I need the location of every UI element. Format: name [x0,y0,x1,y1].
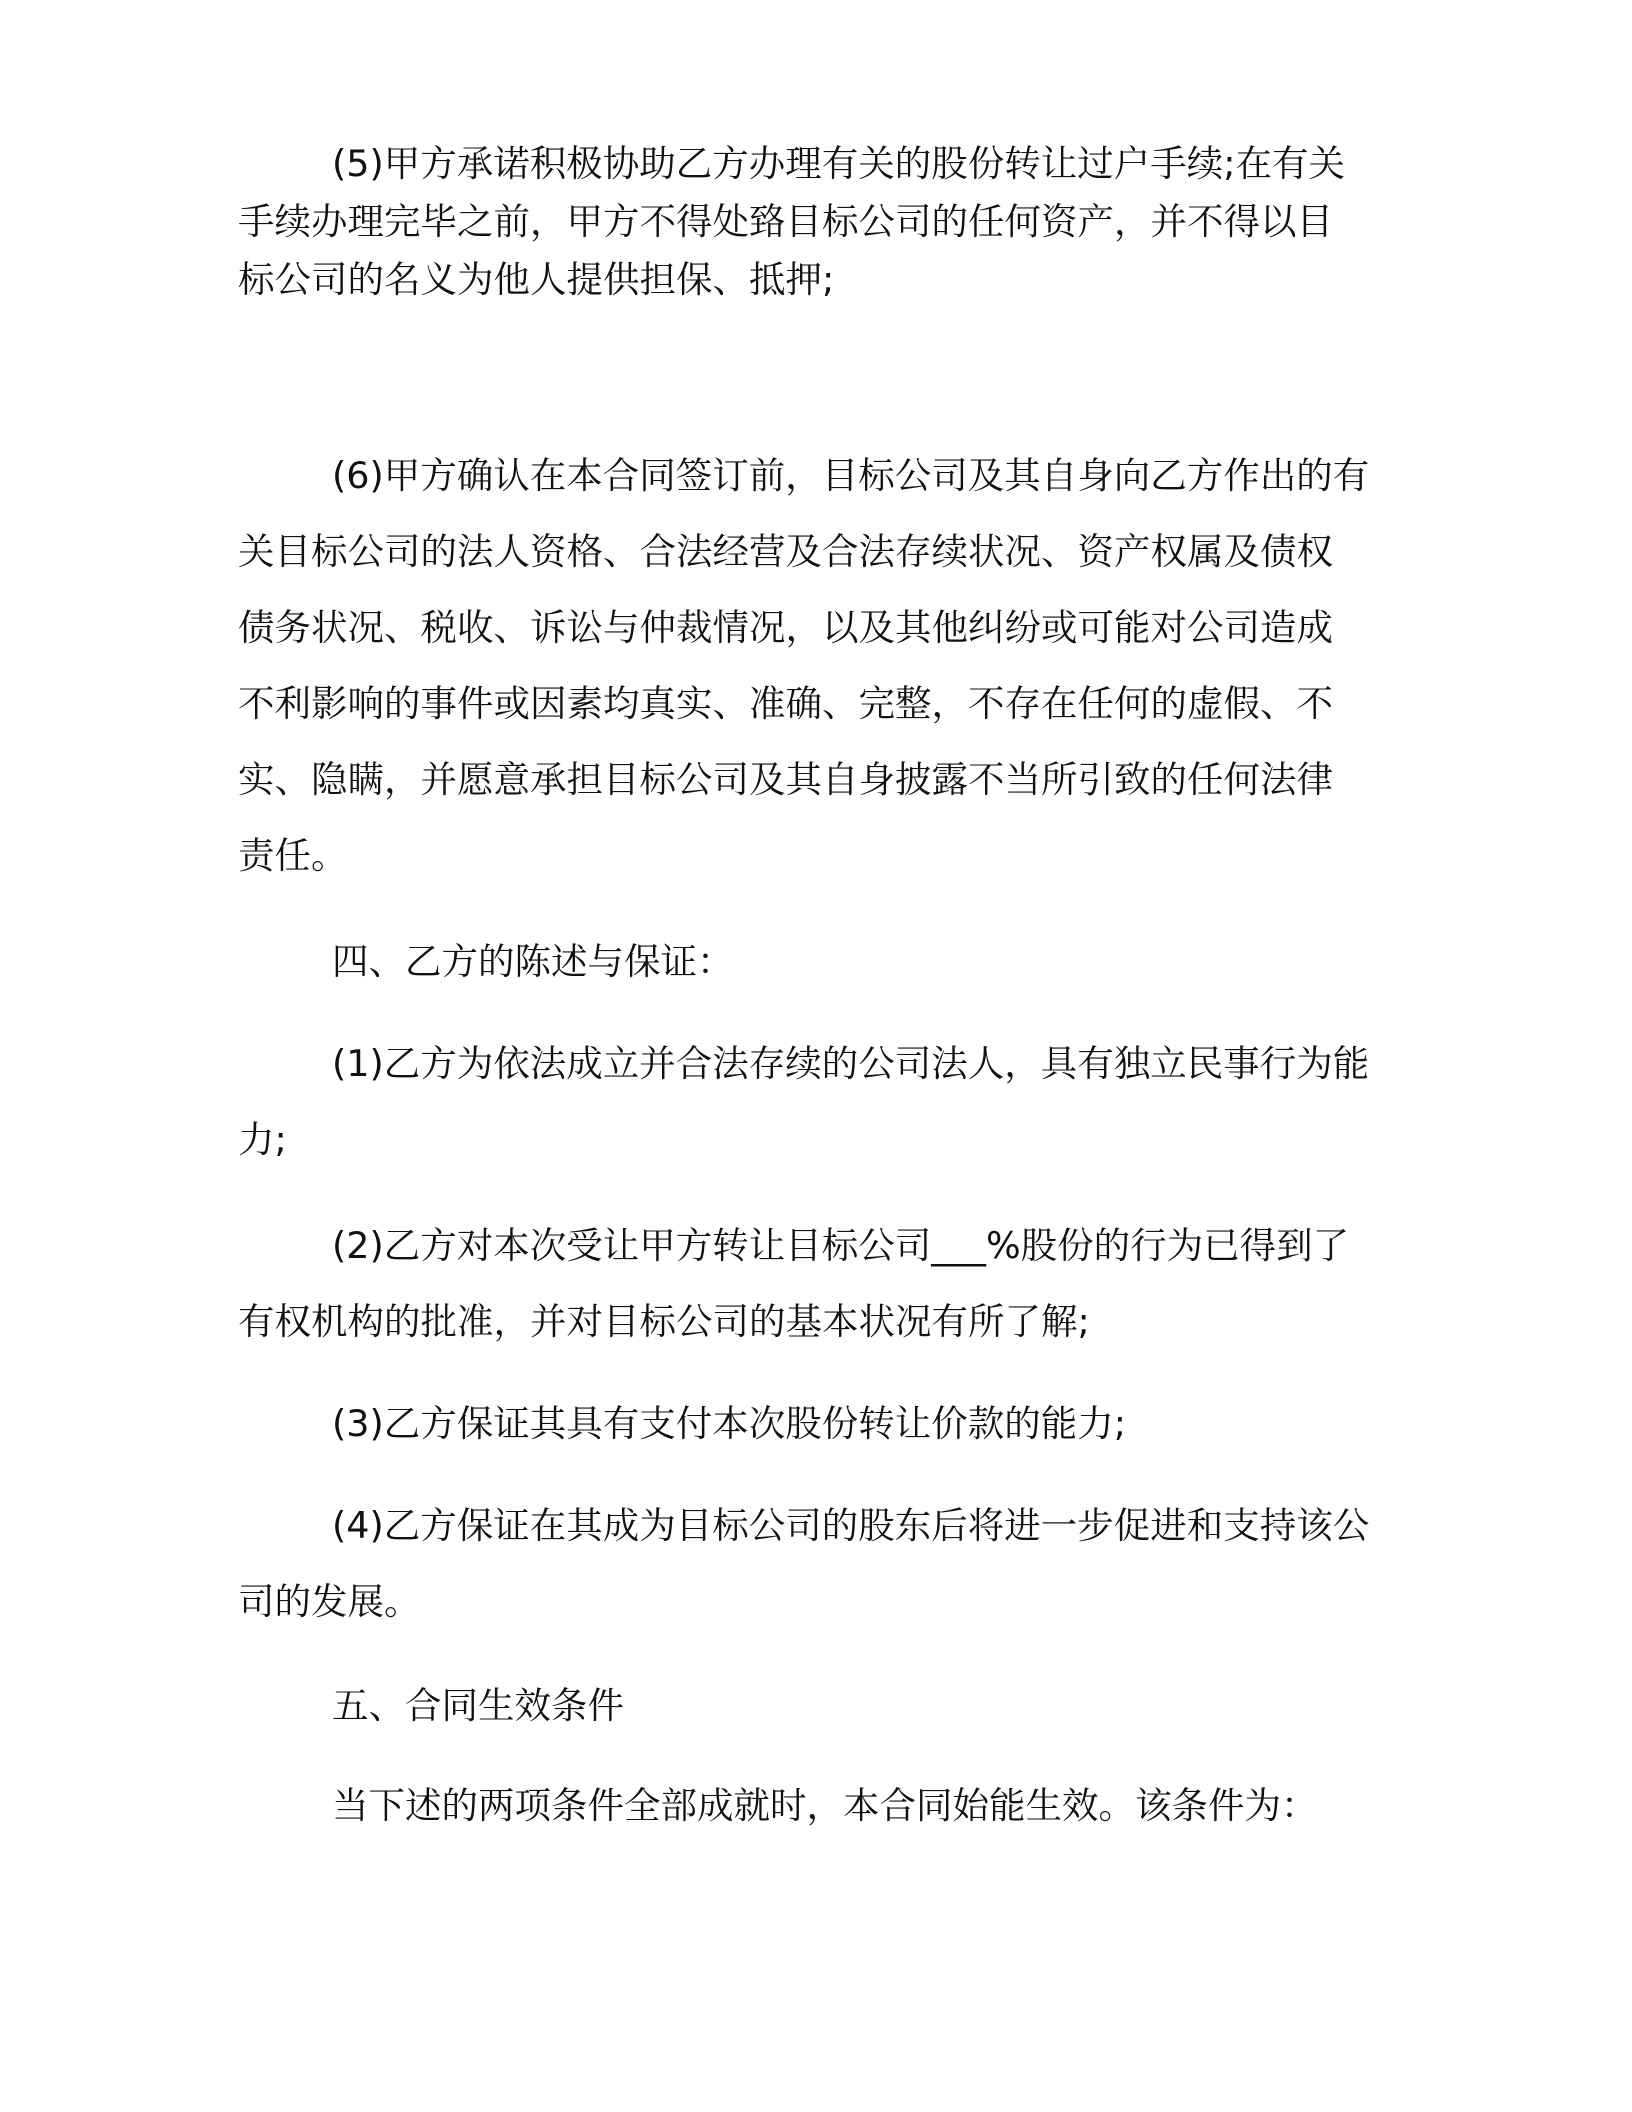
section-five-heading [238,1668,1398,1744]
paragraph-line: 手续办理完毕之前，甲方不得处臵目标公司的任何资产，并不得以目 [238,200,1333,243]
paragraph-line: 标公司的名义为他人提供担保、抵押; [238,258,835,301]
paragraph-line: 责任。 [238,834,348,877]
clause-b1-paragraph [238,1026,1398,1178]
clause-b3-paragraph [238,1386,1398,1462]
paragraph-line: (3)乙方保证其具有支付本次股份转让价款的能力; [332,1402,1126,1445]
paragraph-line: 司的发展。 [238,1580,421,1623]
paragraph-line: (4)乙方保证在其成为目标公司的股东后将进一步促进和支持该公 [332,1504,1370,1547]
paragraph-line: (1)乙方为依法成立并合法存续的公司法人，具有独立民事行为能 [332,1042,1370,1085]
paragraph-line: (5)甲方承诺积极协助乙方办理有关的股份转让过户手续;在有关 [332,142,1345,185]
paragraph-line: 实、隐瞒，并愿意承担目标公司及其自身披露不当所引致的任何法律 [238,758,1333,801]
section-four-heading [238,924,1398,1000]
paragraph-line: (2)乙方对本次受让甲方转让目标公司___%股份的行为已得到了 [332,1224,1350,1267]
paragraph-line: 有权机构的批准，并对目标公司的基本状况有所了解; [238,1300,1090,1343]
clause-b2-paragraph [238,1208,1398,1360]
paragraph-line: 关目标公司的法人资格、合法经营及合法存续状况、资产权属及债权 [238,530,1333,573]
section-heading-text: 四、乙方的陈述与保证： [332,940,734,983]
paragraph-line: 债务状况、税收、诉讼与仲裁情况，以及其他纠纷或可能对公司造成 [238,606,1333,649]
paragraph-line: 不利影响的事件或因素均真实、准确、完整，不存在任何的虚假、不 [238,682,1333,725]
clause-a6-paragraph [238,438,1398,894]
paragraph-line: 当下述的两项条件全部成就时，本合同始能生效。该条件为： [332,1784,1318,1827]
clause-b4-paragraph [238,1488,1398,1640]
clause-a5-paragraph [238,126,1398,318]
paragraph-line: (6)甲方确认在本合同签订前，目标公司及其自身向乙方作出的有 [332,454,1370,497]
section-heading-text: 五、合同生效条件 [332,1684,624,1727]
paragraph-line: 力; [238,1118,287,1161]
conditions-intro-paragraph [238,1768,1398,1844]
